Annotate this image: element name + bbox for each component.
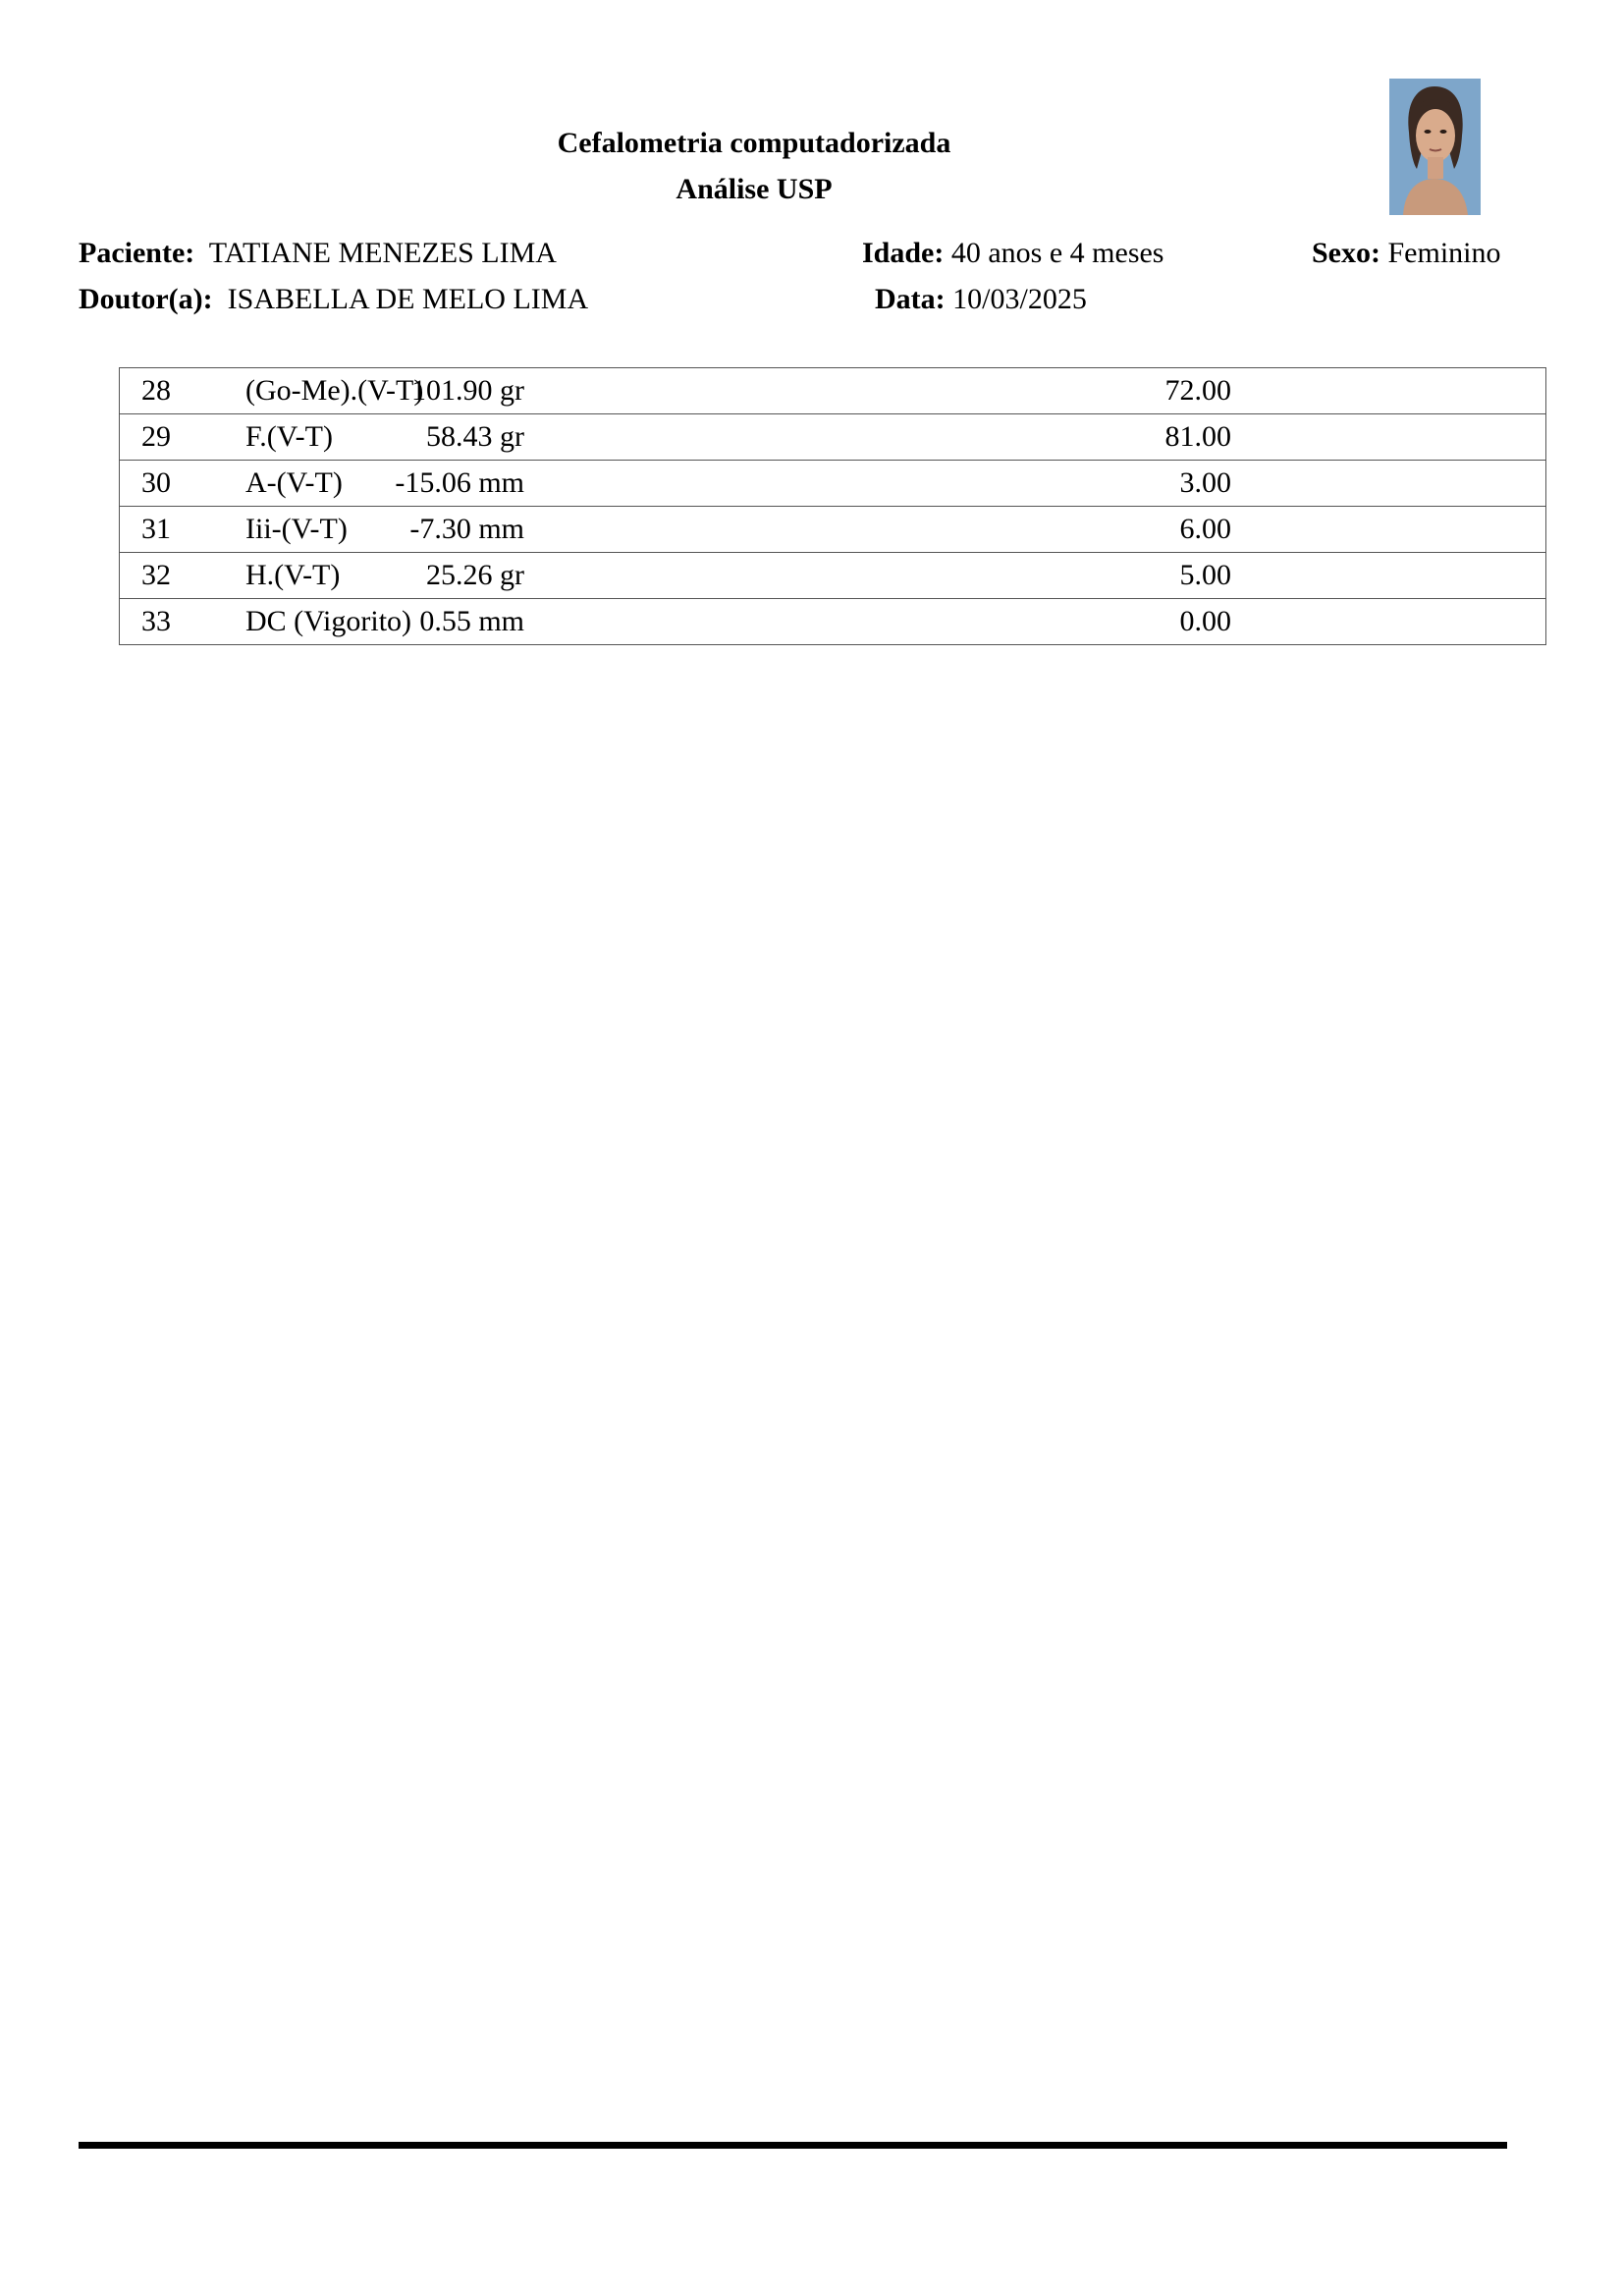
measurement-value: 25.26 gr: [426, 559, 524, 591]
measurement-value: 58.43 gr: [426, 420, 524, 453]
table-row: [119, 414, 1546, 461]
patient-photo-portrait: [1389, 79, 1481, 215]
measurement-value: 0.55 mm: [419, 605, 524, 637]
measurement-value: 101.90 gr: [411, 374, 524, 407]
table-row: [119, 553, 1546, 599]
report-title: Cefalometria computadorizada: [557, 127, 951, 159]
measurement-norm: 6.00: [1179, 513, 1231, 545]
patient-name-label: Paciente:: [79, 237, 195, 269]
table-row: [119, 461, 1546, 507]
measurement-norm: 5.00: [1179, 559, 1231, 591]
measurement-name: (Go-Me).(V-T): [245, 374, 424, 407]
sex-value: Feminino: [1387, 237, 1501, 269]
patient-name-field: [79, 236, 557, 271]
doctor-value: ISABELLA DE MELO LIMA: [227, 283, 589, 315]
age-label: Idade:: [862, 237, 945, 269]
age-field: [862, 236, 1163, 271]
age-value: 40 anos e 4 meses: [950, 237, 1164, 269]
measurement-value: -7.30 mm: [409, 513, 524, 545]
patient-photo: [1389, 79, 1481, 215]
measurement-name: Iii-(V-T): [245, 513, 348, 545]
row-number: 28: [141, 374, 171, 407]
doctor-label: Doutor(a):: [79, 283, 213, 315]
row-number: 29: [141, 420, 171, 453]
report-subtitle: Análise USP: [676, 173, 833, 205]
date-label: Data:: [875, 283, 946, 315]
measurement-value: -15.06 mm: [395, 466, 524, 499]
measurement-name: F.(V-T): [245, 420, 333, 453]
sex-field: [1312, 236, 1501, 271]
row-number: 32: [141, 559, 171, 591]
measurement-name: DC (Vigorito): [245, 605, 412, 637]
footer-divider: [79, 2142, 1507, 2149]
date-field: [875, 282, 1087, 317]
table-row: [119, 599, 1546, 645]
measurement-norm: 3.00: [1179, 466, 1231, 499]
measurement-name: A-(V-T): [245, 466, 343, 499]
row-number: 30: [141, 466, 171, 499]
measurement-norm: 72.00: [1164, 374, 1231, 407]
patient-name-value: TATIANE MENEZES LIMA: [208, 237, 557, 269]
measurement-norm: 81.00: [1164, 420, 1231, 453]
sex-label: Sexo:: [1312, 237, 1380, 269]
date-value: 10/03/2025: [952, 283, 1087, 315]
table-row: [119, 507, 1546, 553]
row-number: 33: [141, 605, 171, 637]
row-number: 31: [141, 513, 171, 545]
doctor-field: [79, 282, 588, 317]
measurement-name: H.(V-T): [245, 559, 341, 591]
measurements-table: [119, 367, 1546, 645]
table-row: [119, 367, 1546, 414]
measurement-norm: 0.00: [1179, 605, 1231, 637]
